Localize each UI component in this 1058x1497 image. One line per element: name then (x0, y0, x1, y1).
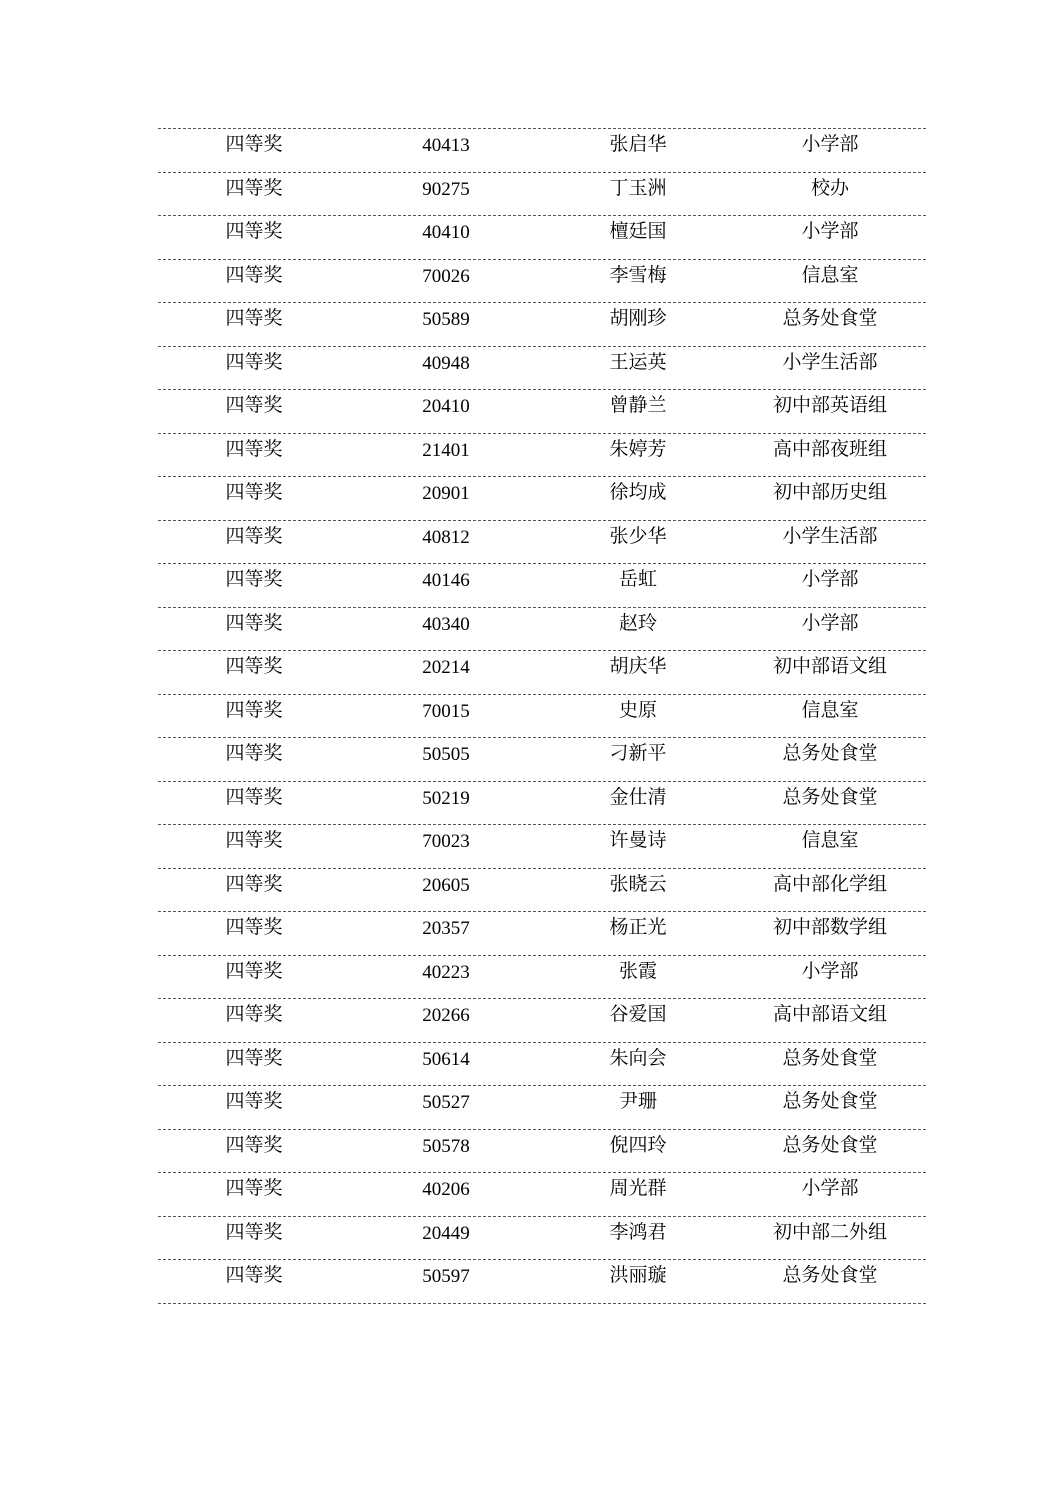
award-cell: 四等奖 (225, 1003, 283, 1025)
award-cell: 四等奖 (225, 1220, 283, 1243)
department-cell: 小学生活部 (782, 350, 878, 373)
number-cell: 40340 (422, 613, 470, 635)
award-cell: 四等奖 (225, 307, 283, 329)
name-cell: 张霞 (618, 959, 657, 982)
table-row (158, 608, 926, 652)
department-cell: 小学部 (801, 568, 859, 590)
table-row (158, 782, 926, 826)
number-cell: 40223 (422, 961, 470, 983)
department-cell: 总务处食堂 (782, 1090, 878, 1112)
number-cell: 40206 (422, 1179, 470, 1200)
name-cell: 岳虹 (618, 568, 657, 590)
number-cell: 50589 (422, 309, 470, 330)
department-cell: 初中部二外组 (772, 1220, 887, 1243)
name-cell: 谷爱国 (609, 1003, 667, 1025)
table-row (158, 695, 926, 739)
department-cell: 小学部 (801, 959, 859, 982)
name-cell: 檀廷国 (609, 220, 667, 242)
table-row (158, 825, 926, 869)
award-cell: 四等奖 (225, 916, 283, 938)
name-cell: 张少华 (609, 524, 667, 547)
name-cell: 李鸿君 (609, 1220, 667, 1243)
number-cell: 40146 (422, 570, 470, 591)
table-row (158, 1173, 926, 1217)
award-cell: 四等奖 (225, 872, 283, 895)
number-cell: 20214 (422, 657, 470, 678)
department-cell: 初中部数学组 (772, 916, 887, 938)
department-cell: 总务处食堂 (782, 742, 878, 764)
award-table (158, 128, 926, 1304)
number-cell: 40410 (422, 222, 470, 243)
award-cell: 四等奖 (225, 1133, 283, 1156)
department-cell: 总务处食堂 (782, 307, 878, 329)
number-cell: 70026 (422, 265, 470, 287)
name-cell: 朱向会 (609, 1046, 667, 1069)
department-cell: 初中部语文组 (772, 655, 887, 677)
name-cell: 尹珊 (618, 1090, 657, 1112)
department-cell: 总务处食堂 (782, 785, 878, 808)
department-cell: 高中部化学组 (772, 872, 887, 895)
award-cell: 四等奖 (225, 1264, 283, 1286)
name-cell: 刁新平 (609, 742, 667, 764)
award-cell: 四等奖 (225, 481, 283, 503)
name-cell: 史原 (618, 698, 657, 721)
award-cell: 四等奖 (225, 1090, 283, 1112)
department-cell: 小学部 (801, 133, 859, 155)
department-cell: 初中部历史组 (772, 481, 887, 503)
award-cell: 四等奖 (225, 959, 283, 982)
table-row (158, 1130, 926, 1174)
name-cell: 徐均成 (609, 481, 667, 503)
name-cell: 许曼诗 (609, 829, 667, 851)
award-cell: 四等奖 (225, 829, 283, 851)
department-cell: 信息室 (801, 263, 859, 286)
number-cell: 20410 (422, 396, 470, 417)
award-cell: 四等奖 (225, 1046, 283, 1069)
department-cell: 信息室 (801, 698, 859, 721)
number-cell: 50597 (422, 1266, 470, 1287)
award-cell: 四等奖 (225, 1177, 283, 1199)
table-row (158, 303, 926, 347)
table-row (158, 738, 926, 782)
department-cell: 小学部 (801, 220, 859, 242)
award-cell: 四等奖 (225, 437, 283, 460)
table-row (158, 1217, 926, 1261)
table-row (158, 260, 926, 304)
department-cell: 高中部语文组 (772, 1003, 887, 1025)
name-cell: 王运英 (609, 350, 667, 373)
name-cell: 丁玉洲 (609, 176, 667, 199)
number-cell: 50578 (422, 1135, 470, 1157)
number-cell: 50527 (422, 1092, 470, 1113)
department-cell: 小学生活部 (782, 524, 878, 547)
department-cell: 信息室 (801, 829, 859, 851)
award-cell: 四等奖 (225, 263, 283, 286)
table-row (158, 173, 926, 217)
department-cell: 总务处食堂 (782, 1046, 878, 1069)
table-row (158, 999, 926, 1043)
number-cell: 50505 (422, 744, 470, 765)
number-cell: 50219 (422, 787, 470, 809)
department-cell: 总务处食堂 (782, 1133, 878, 1156)
number-cell: 40812 (422, 526, 470, 548)
department-cell: 总务处食堂 (782, 1264, 878, 1286)
table-row (158, 521, 926, 565)
number-cell: 20605 (422, 874, 470, 896)
department-cell: 小学部 (801, 611, 859, 634)
name-cell: 胡刚珍 (609, 307, 667, 329)
table-row (158, 1260, 926, 1304)
department-cell: 小学部 (801, 1177, 859, 1199)
department-cell: 高中部夜班组 (772, 437, 887, 460)
name-cell: 赵玲 (618, 611, 657, 634)
department-cell: 初中部英语组 (772, 394, 887, 416)
name-cell: 杨正光 (609, 916, 667, 938)
number-cell: 20266 (422, 1005, 470, 1026)
table-row (158, 956, 926, 1000)
table-row (158, 912, 926, 956)
table-row (158, 390, 926, 434)
number-cell: 90275 (422, 178, 470, 200)
award-cell: 四等奖 (225, 785, 283, 808)
table-row (158, 869, 926, 913)
table-row (158, 1086, 926, 1130)
name-cell: 周光群 (609, 1177, 667, 1199)
name-cell: 李雪梅 (609, 263, 667, 286)
table-row (158, 564, 926, 608)
number-cell: 70015 (422, 700, 470, 722)
award-cell: 四等奖 (225, 524, 283, 547)
number-cell: 20357 (422, 918, 470, 939)
award-cell: 四等奖 (225, 655, 283, 677)
number-cell: 20449 (422, 1222, 470, 1244)
award-cell: 四等奖 (225, 742, 283, 764)
table-row (158, 216, 926, 260)
award-cell: 四等奖 (225, 698, 283, 721)
name-cell: 倪四玲 (609, 1133, 667, 1156)
name-cell: 胡庆华 (609, 655, 667, 677)
table-row (158, 347, 926, 391)
number-cell: 21401 (422, 439, 470, 461)
name-cell: 张晓云 (609, 872, 667, 895)
table-row (158, 477, 926, 521)
number-cell: 50614 (422, 1048, 470, 1070)
name-cell: 金仕清 (609, 785, 667, 808)
name-cell: 张启华 (609, 133, 667, 155)
award-cell: 四等奖 (225, 568, 283, 590)
award-cell: 四等奖 (225, 220, 283, 242)
table-row (158, 434, 926, 478)
award-cell: 四等奖 (225, 176, 283, 199)
award-cell: 四等奖 (225, 133, 283, 155)
department-cell: 校办 (810, 176, 849, 199)
number-cell: 40948 (422, 352, 470, 374)
number-cell: 20901 (422, 483, 470, 504)
award-cell: 四等奖 (225, 611, 283, 634)
award-cell: 四等奖 (225, 350, 283, 373)
award-cell: 四等奖 (225, 394, 283, 416)
table-row (158, 129, 926, 173)
number-cell: 40413 (422, 135, 470, 156)
number-cell: 70023 (422, 831, 470, 852)
name-cell: 洪丽璇 (609, 1264, 667, 1286)
table-row (158, 651, 926, 695)
table-row (158, 1043, 926, 1087)
name-cell: 朱婷芳 (609, 437, 667, 460)
name-cell: 曾静兰 (609, 394, 667, 416)
